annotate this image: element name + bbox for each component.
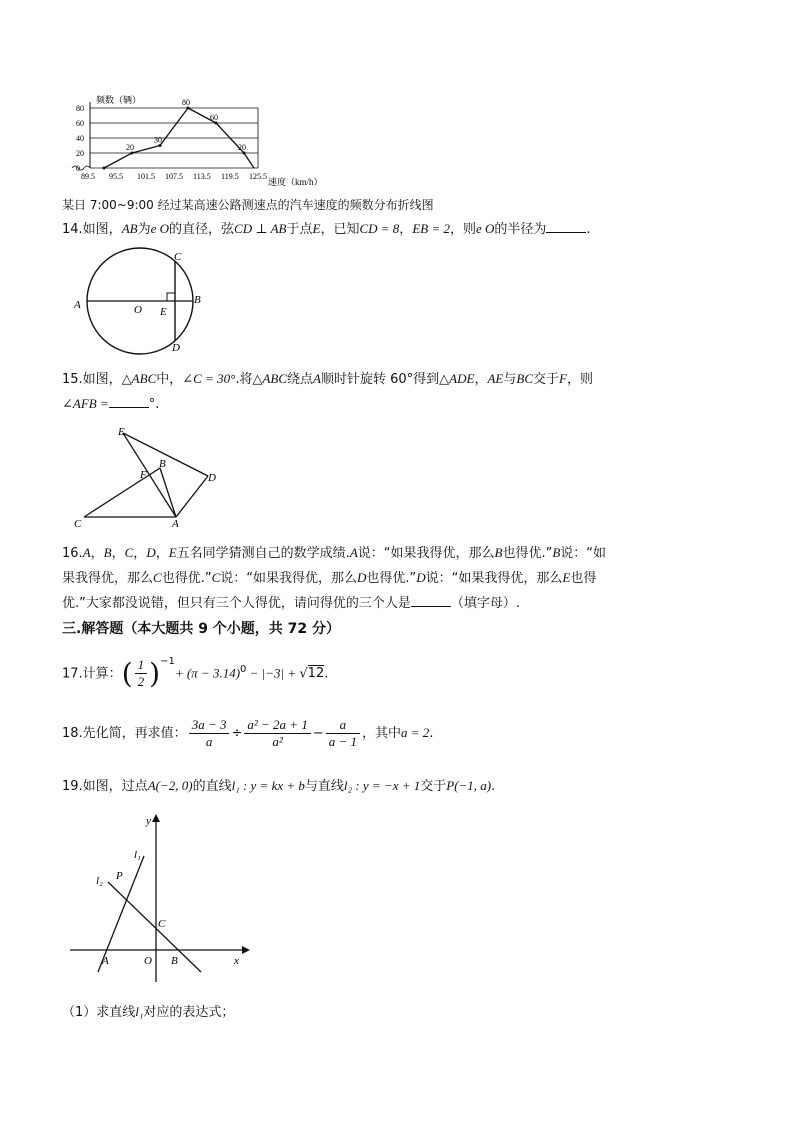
q16-t: ， bbox=[155, 546, 169, 561]
q15-t: 绕点 bbox=[287, 372, 314, 387]
data-label: 60 bbox=[210, 113, 218, 122]
q16-m: B bbox=[103, 545, 112, 560]
segment-cb bbox=[84, 468, 160, 517]
label-b: B bbox=[194, 294, 201, 306]
q16-t: （填字母）. bbox=[450, 596, 521, 611]
x-tick-label: 113.5 bbox=[193, 172, 211, 181]
segment-ea bbox=[123, 433, 176, 517]
label-l1: l₁ bbox=[134, 849, 141, 861]
q19-part1-end: 对应的表达式； bbox=[143, 1005, 235, 1020]
segment-ba bbox=[160, 468, 176, 517]
label-d: D bbox=[208, 472, 216, 484]
q14-end: . bbox=[586, 222, 591, 237]
q14-t: 的直径，弦 bbox=[169, 222, 235, 237]
y-tick-label: 60 bbox=[76, 119, 84, 128]
chart-caption bbox=[62, 196, 434, 214]
label-a: A bbox=[172, 518, 179, 530]
label-a: A bbox=[102, 955, 109, 967]
q16-m: C bbox=[124, 545, 134, 560]
q19-m: l₁ : y = kx + b bbox=[231, 778, 305, 793]
q17-den: 2 bbox=[137, 674, 145, 690]
q16-t: 说：“如 bbox=[560, 546, 607, 561]
label-p: P bbox=[116, 870, 123, 882]
line-l2 bbox=[108, 882, 201, 972]
q15-t: 与 bbox=[503, 372, 517, 387]
question-15-line2 bbox=[62, 395, 159, 414]
label-d: D bbox=[172, 342, 180, 354]
q15-m: A bbox=[313, 371, 321, 386]
label-c: C bbox=[158, 918, 166, 930]
label-o: O bbox=[134, 304, 142, 316]
q15-m: F bbox=[559, 371, 567, 386]
q14-t: 为 bbox=[137, 222, 151, 237]
x-tick-label: 95.5 bbox=[109, 172, 123, 181]
q16-m: E bbox=[562, 570, 571, 585]
q16-m: A bbox=[349, 545, 358, 560]
q18-f2-den: a² bbox=[272, 734, 283, 749]
data-point bbox=[103, 167, 106, 170]
frequency-chart bbox=[60, 90, 340, 190]
sqrt-symbol: √ bbox=[299, 666, 308, 682]
question-16-line2 bbox=[62, 569, 596, 588]
q18-f2-num: a² − 2a + 1 bbox=[244, 717, 310, 734]
q19-t: 交于 bbox=[420, 779, 447, 794]
right-angle-mark bbox=[167, 293, 175, 301]
q16-t: 也得优.” bbox=[161, 571, 212, 586]
q16-t: ， bbox=[111, 546, 125, 561]
section-3-title: 三.解答题（本大题共 9 个小题，共 72 分） bbox=[62, 621, 341, 637]
q15-m: △ABC bbox=[252, 371, 288, 386]
fraction-3 bbox=[326, 717, 360, 750]
q18-end: . bbox=[429, 726, 434, 741]
q15-m: △ABC bbox=[121, 371, 157, 386]
q17-prefix: 17.计算： bbox=[62, 666, 122, 682]
q19-m: l₂ : y = −x + 1 bbox=[343, 778, 421, 793]
q14-t: ，已知 bbox=[320, 222, 360, 237]
q16-m: B bbox=[552, 545, 561, 560]
q14-circle: e O bbox=[150, 221, 170, 236]
q17-term3: − |−3| + bbox=[246, 665, 300, 681]
q17-exp: −1 bbox=[160, 656, 175, 667]
q16-t: 也得 bbox=[570, 571, 597, 586]
data-label: 30 bbox=[154, 135, 162, 145]
q15-angle: ∠AFB = bbox=[62, 396, 109, 411]
label-b: B bbox=[171, 955, 178, 967]
x-tick-label: 107.5 bbox=[165, 172, 183, 181]
q19-m: P(−1, a) bbox=[446, 778, 492, 793]
chart-caption-text: 某日 7:00~9:00 经过某高速公路测速点的汽车速度的频数分布折线图 bbox=[62, 198, 434, 212]
fraction-1 bbox=[189, 717, 230, 750]
label-e: E bbox=[160, 306, 167, 318]
label-l2: l₂ bbox=[96, 875, 103, 887]
q16-t: 说：“如果我得优，那么 bbox=[357, 546, 495, 561]
data-label: 20 bbox=[126, 143, 134, 152]
label-y: y bbox=[146, 815, 151, 827]
series-segment bbox=[244, 153, 254, 168]
q15-t: 15.如图， bbox=[62, 372, 122, 387]
q14-prefix: 14.如图， bbox=[62, 222, 122, 237]
q19-t: . bbox=[491, 779, 496, 794]
q16-m: C bbox=[153, 570, 162, 585]
chart-xlabel: 速度（km/h） bbox=[268, 177, 323, 187]
q19-t: 与直线 bbox=[304, 779, 344, 794]
q16-t: ” bbox=[409, 571, 417, 586]
q14-circle2: e O bbox=[475, 221, 495, 236]
q14-eb: EB = 2 bbox=[412, 221, 450, 236]
q17-term2: + (π − 3.14) bbox=[174, 665, 241, 681]
q18-op2: − bbox=[312, 726, 324, 741]
q18-f3-num: a bbox=[326, 717, 360, 734]
q14-t: ， bbox=[399, 222, 413, 237]
left-paren: ( bbox=[121, 656, 133, 690]
q16-m: D bbox=[356, 570, 367, 585]
coordinate-diagram bbox=[66, 812, 256, 987]
q14-ab: AB bbox=[121, 221, 138, 236]
q16-t: 说：“如果我得优，那么 bbox=[425, 571, 563, 586]
section-3-heading bbox=[62, 620, 340, 638]
question-18 bbox=[62, 713, 433, 757]
y-tick-label: 40 bbox=[76, 134, 84, 143]
frequency-chart-svg bbox=[60, 90, 340, 190]
q15-t: 中， bbox=[156, 372, 183, 387]
q15-m: AE bbox=[487, 371, 504, 386]
q14-t: 于点 bbox=[286, 222, 313, 237]
label-x: x bbox=[234, 955, 239, 967]
label-o: O bbox=[144, 955, 152, 967]
x-tick-label: 119.5 bbox=[221, 172, 239, 181]
question-16-line1 bbox=[62, 544, 606, 563]
q17-sqrt: 12 bbox=[307, 666, 325, 682]
series-segment bbox=[104, 153, 132, 168]
q16-t: 16. bbox=[62, 546, 83, 561]
q15-t: ，则 bbox=[566, 372, 593, 387]
q15-t: °. bbox=[148, 397, 160, 412]
y-tick-label: 20 bbox=[76, 149, 84, 158]
x-axis-arrow bbox=[242, 946, 250, 954]
q14-perp: CD ⊥ AB bbox=[234, 221, 287, 236]
label-f: F bbox=[140, 469, 147, 481]
x-tick-label: 125.5 bbox=[249, 172, 267, 181]
q16-t: 果我得优，那么 bbox=[62, 571, 154, 586]
q19-m: A(−2, 0) bbox=[147, 778, 193, 793]
label-a: A bbox=[74, 299, 81, 311]
question-15-line1 bbox=[62, 370, 593, 389]
y-axis-arrow bbox=[152, 814, 160, 822]
q16-m: A bbox=[82, 545, 91, 560]
q18-op1: ÷ bbox=[231, 726, 243, 741]
question-14 bbox=[62, 220, 591, 239]
question-16-line3 bbox=[62, 594, 520, 613]
q16-t: 优.”大家都没说错，但只有三个人得优，请问得优的三个人是 bbox=[62, 596, 411, 611]
q18-suffix: ，其中 bbox=[362, 726, 402, 741]
answer-blank[interactable] bbox=[546, 220, 586, 233]
q15-t: 交于 bbox=[533, 372, 560, 387]
question-17 bbox=[62, 650, 328, 694]
y-tick-label: 80 bbox=[76, 104, 84, 113]
q19-t: 19.如图，过点 bbox=[62, 779, 148, 794]
answer-blank[interactable] bbox=[109, 395, 149, 408]
q15-t: 顺时针旋转 60°得到 bbox=[320, 372, 440, 387]
chart-ylabel: 频数（辆） bbox=[96, 95, 142, 105]
q16-m: D bbox=[146, 545, 156, 560]
q16-m: B bbox=[494, 545, 503, 560]
q14-t: ，则 bbox=[449, 222, 476, 237]
q15-t: ， bbox=[474, 372, 488, 387]
q16-m: E bbox=[168, 545, 177, 560]
q17-end: . bbox=[324, 666, 329, 682]
data-label: 80 bbox=[182, 98, 190, 107]
q14-t: 的半径为 bbox=[494, 222, 547, 237]
series-segment bbox=[160, 108, 188, 146]
q15-m: ∠C = 30° bbox=[182, 371, 236, 386]
label-b: B bbox=[159, 458, 166, 470]
q14-cd: CD = 8 bbox=[359, 221, 400, 236]
right-paren: ) bbox=[149, 656, 161, 690]
q15-t: .将 bbox=[235, 372, 253, 387]
question-19-part-1 bbox=[62, 1003, 234, 1022]
label-c: C bbox=[74, 518, 82, 530]
q17-num: 1 bbox=[135, 657, 148, 674]
q16-t: 也得优.” bbox=[502, 546, 553, 561]
q16-m: C bbox=[211, 570, 221, 585]
q18-f1-num: 3a − 3 bbox=[189, 717, 230, 734]
q18-f1-den: a bbox=[205, 734, 213, 749]
segment-da bbox=[176, 476, 208, 517]
question-19 bbox=[62, 777, 495, 796]
q15-m: △ADE bbox=[439, 371, 475, 386]
label-e: E bbox=[118, 426, 125, 438]
answer-blank[interactable] bbox=[411, 594, 451, 607]
circle-diagram bbox=[70, 245, 220, 360]
q14-figure bbox=[70, 245, 220, 364]
label-c: C bbox=[174, 251, 182, 263]
triangle-rotation-diagram bbox=[68, 423, 228, 533]
q19-t: 的直线 bbox=[192, 779, 232, 794]
axis-break bbox=[72, 166, 90, 170]
y-tick-label: 0 bbox=[76, 164, 80, 173]
q17-exp2: 0 bbox=[240, 664, 247, 675]
q19-part1-l1: l₁ bbox=[135, 1004, 144, 1019]
q19-figure bbox=[66, 812, 256, 991]
q15-m: BC bbox=[516, 371, 533, 386]
q18-prefix: 18.先化简，再求值： bbox=[62, 726, 187, 741]
q16-t: ， bbox=[90, 546, 104, 561]
x-tick-label: 89.5 bbox=[81, 172, 95, 181]
q16-m: D bbox=[416, 570, 426, 585]
q19-part1: （1）求直线 bbox=[62, 1005, 136, 1020]
data-label: 20 bbox=[238, 143, 246, 152]
fraction-half bbox=[135, 657, 148, 690]
q18-f3-den: a − 1 bbox=[328, 734, 358, 749]
fraction-2 bbox=[244, 717, 310, 750]
q16-t: ， bbox=[133, 546, 147, 561]
q18-value: a = 2 bbox=[401, 725, 430, 740]
q16-t: 说：“如果我得优，那么 bbox=[220, 571, 357, 586]
q16-t: 也得优. bbox=[366, 571, 410, 586]
x-tick-label: 101.5 bbox=[137, 172, 155, 181]
q14-e: E bbox=[312, 221, 321, 236]
q15-figure bbox=[68, 423, 228, 537]
q16-t: 五名同学猜测自己的数学成绩. bbox=[176, 546, 350, 561]
series-segment bbox=[132, 146, 160, 154]
